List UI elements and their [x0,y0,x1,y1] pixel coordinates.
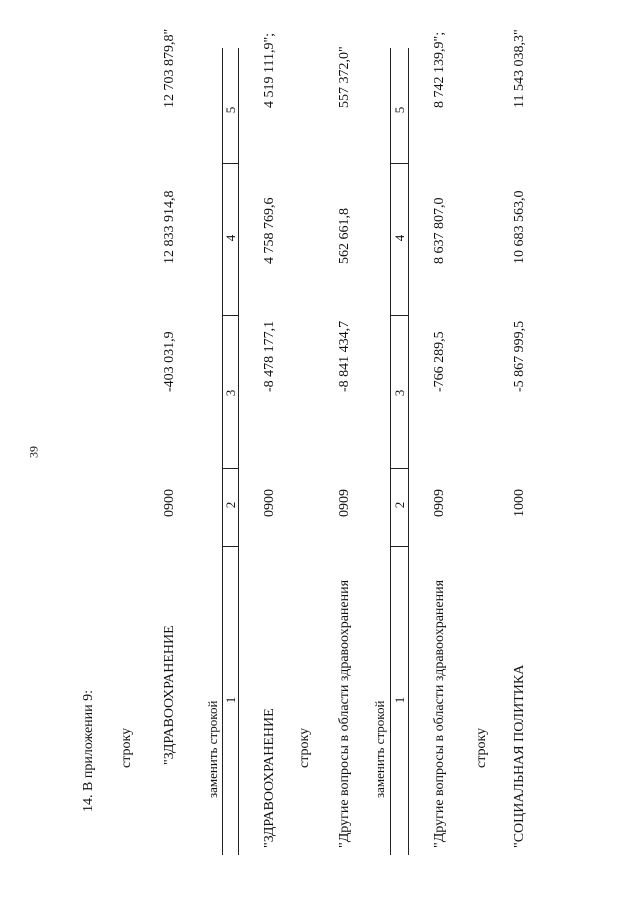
table-border-bottom [408,48,409,855]
cell-code: 0909 [337,489,352,517]
table-border-bottom [238,48,239,855]
cell-col5: 8 742 139,9"; [432,31,447,108]
col-header-3: 3 [223,389,238,397]
col-header-5: 5 [392,106,407,114]
col-header-5: 5 [223,106,238,114]
cell-name: "СОЦИАЛЬНАЯ ПОЛИТИКА [512,664,527,848]
cell-code: 1000 [512,489,527,517]
label-replace-1: заменить строкой [205,700,220,798]
cell-col4: 562 661,8 [337,208,352,264]
label-stroku-3: строку [474,727,489,768]
cell-col3: -8 478 177,1 [262,320,277,392]
table-divider [390,546,408,547]
cell-col4: 12 833 914,8 [162,190,177,264]
cell-col4: 4 758 769,6 [262,197,277,264]
cell-name: "Другие вопросы в области здравоохранения [432,579,447,848]
table-divider [222,546,238,547]
col-header-4: 4 [392,234,407,242]
col-header-1: 1 [392,696,407,704]
col-header-2: 2 [392,501,407,509]
table-border-top [390,48,391,855]
label-replace-2: заменить строкой [372,700,387,798]
cell-name: "ЗДРАВООХРАНЕНИЕ [162,625,177,765]
cell-col3: -403 031,9 [162,331,177,392]
page-number: 39 [26,446,41,458]
table-divider [390,315,408,316]
cell-name: "Другие вопросы в области здравоохранения [337,579,352,848]
col-header-2: 2 [223,501,238,509]
table-divider [222,163,238,164]
table-border-top [222,48,223,855]
table-divider [222,315,238,316]
label-stroku-1: строку [119,727,134,768]
cell-code: 0900 [162,489,177,517]
cell-col4: 10 683 563,0 [512,190,527,264]
col-header-1: 1 [223,696,238,704]
table-divider [222,468,238,469]
cell-col5: 557 372,0" [337,46,352,108]
label-stroku-2: строку [297,727,312,768]
cell-name: "ЗДРАВООХРАНЕНИЕ [262,708,277,848]
col-header-4: 4 [223,234,238,242]
table-divider [390,468,408,469]
table-divider [390,163,408,164]
cell-col5: 12 703 879,8" [162,28,177,108]
cell-col5: 11 543 038,3" [512,29,527,108]
heading: 14. В приложении 9: [81,689,96,812]
cell-col4: 8 637 807,0 [432,197,447,264]
cell-code: 0909 [432,489,447,517]
cell-code: 0900 [262,489,277,517]
cell-col5: 4 519 111,9"; [262,32,277,108]
cell-col3: -8 841 434,7 [337,320,352,392]
cell-col3: -766 289,5 [432,331,447,392]
col-header-3: 3 [392,389,407,397]
cell-col3: -5 867 999,5 [512,320,527,392]
